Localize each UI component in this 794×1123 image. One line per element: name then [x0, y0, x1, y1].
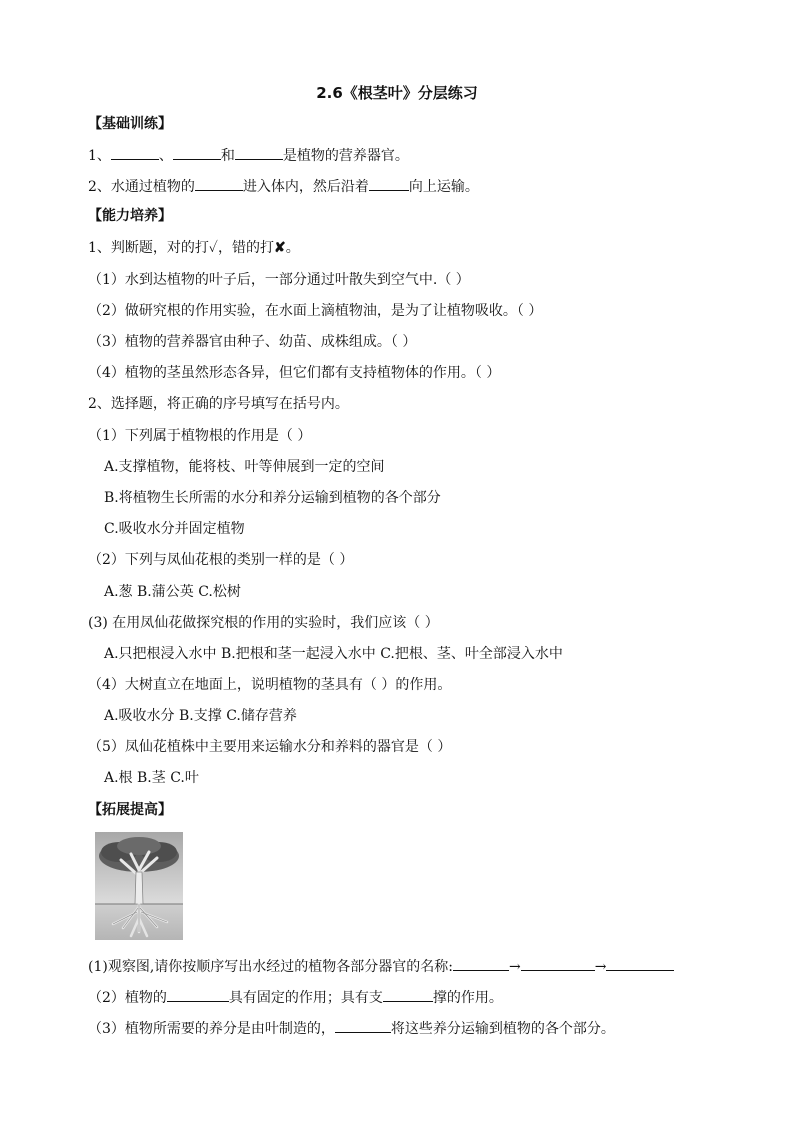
section-ability-heading: 【能力培养】 — [88, 208, 172, 224]
answer-blank[interactable] — [167, 987, 229, 1002]
separator: 和 — [220, 148, 235, 164]
question-text: 进入体内，然后沿着 — [242, 179, 369, 195]
basic-question-2 — [88, 176, 479, 197]
extend-question-2 — [88, 987, 503, 1008]
judge-item: （3）植物的营养器官由种子、幼苗、成株组成。（ ） — [88, 334, 417, 350]
answer-blank[interactable] — [383, 987, 433, 1002]
judge-item: （1）水到达植物的叶子后，一部分通过叶散失到空气中.（ ） — [88, 272, 470, 288]
question-text: 撑的作用。 — [432, 990, 503, 1006]
choice-instructions: 2、选择题，将正确的序号填写在括号内。 — [88, 396, 349, 412]
question-text: 向上运输。 — [408, 179, 479, 195]
choice-option: B.将植物生长所需的水分和养分运输到植物的各个部分 — [104, 490, 441, 506]
judge-instructions — [88, 238, 300, 258]
arrow-right-icon: → — [594, 959, 607, 975]
judge-item: （2）做研究根的作用实验，在水面上滴植物油，是为了让植物吸收。（ ） — [88, 303, 543, 319]
question-text: 1、判断题，对的打 — [88, 240, 209, 256]
question-text: 2、水通过植物的 — [88, 179, 195, 195]
question-text: ，错的打 — [217, 240, 274, 256]
answer-blank[interactable] — [195, 176, 243, 191]
choice-option: A.支撑植物，能将枝、叶等伸展到一定的空间 — [104, 459, 385, 475]
check-mark-icon: ✓ — [208, 240, 218, 256]
question-text: （2）植物的 — [88, 990, 167, 1006]
answer-blank[interactable] — [606, 956, 674, 971]
cross-mark-icon: ✘ — [273, 240, 286, 256]
choice-question-1: （1）下列属于植物根的作用是（ ） — [88, 428, 312, 444]
question-number: 1、 — [88, 148, 111, 164]
question-text: 具有固定的作用；具有支 — [228, 990, 383, 1006]
question-text: （3）植物所需要的养分是由叶制造的， — [88, 1021, 335, 1037]
answer-blank[interactable] — [521, 956, 595, 971]
choice-question-5: （5）凤仙花植株中主要用来运输水分和养料的器官是（ ） — [88, 739, 452, 755]
choice-question-2: （2）下列与凤仙花根的类别一样的是（ ） — [88, 552, 354, 568]
answer-blank[interactable] — [111, 145, 159, 160]
choice-question-4: （4）大树直立在地面上，说明植物的茎具有（ ）的作用。 — [88, 677, 452, 693]
choice-options: A.葱 B.蒲公英 C.松树 — [104, 584, 241, 600]
question-text: 是植物的营养器官。 — [282, 148, 409, 164]
extend-question-3 — [88, 1018, 615, 1039]
question-text: 将这些养分运输到植物的各个部分。 — [390, 1021, 615, 1037]
separator: 、 — [158, 148, 173, 164]
answer-blank[interactable] — [173, 145, 221, 160]
choice-options: A.只把根浸入水中 B.把根和茎一起浸入水中 C.把根、茎、叶全部浸入水中 — [104, 646, 563, 662]
choice-options: A.吸收水分 B.支撑 C.储存营养 — [104, 708, 297, 724]
arrow-right-icon: → — [509, 959, 521, 975]
tree-with-roots-image — [95, 832, 183, 940]
answer-blank[interactable] — [369, 176, 409, 191]
answer-blank[interactable] — [453, 956, 509, 971]
choice-options: A.根 B.茎 C.叶 — [104, 770, 199, 786]
choice-option: C.吸收水分并固定植物 — [104, 521, 245, 537]
basic-question-1 — [88, 145, 409, 166]
question-text: (1)观察图,请你按顺序写出水经过的植物各部分器官的名称: — [88, 959, 453, 975]
section-basic-heading: 【基础训练】 — [88, 116, 172, 132]
answer-blank[interactable] — [335, 1018, 391, 1033]
section-extend-heading: 【拓展提高】 — [88, 802, 172, 818]
page-title: 2.6《根茎叶》分层练习 — [316, 84, 478, 102]
extend-question-1 — [88, 956, 674, 977]
choice-question-3: (3) 在用凤仙花做探究根的作用的实验时，我们应该（ ） — [88, 615, 439, 631]
judge-item: （4）植物的茎虽然形态各异，但它们都有支持植物体的作用。（ ） — [88, 365, 501, 381]
question-text: 。 — [285, 240, 300, 256]
answer-blank[interactable] — [235, 145, 283, 160]
